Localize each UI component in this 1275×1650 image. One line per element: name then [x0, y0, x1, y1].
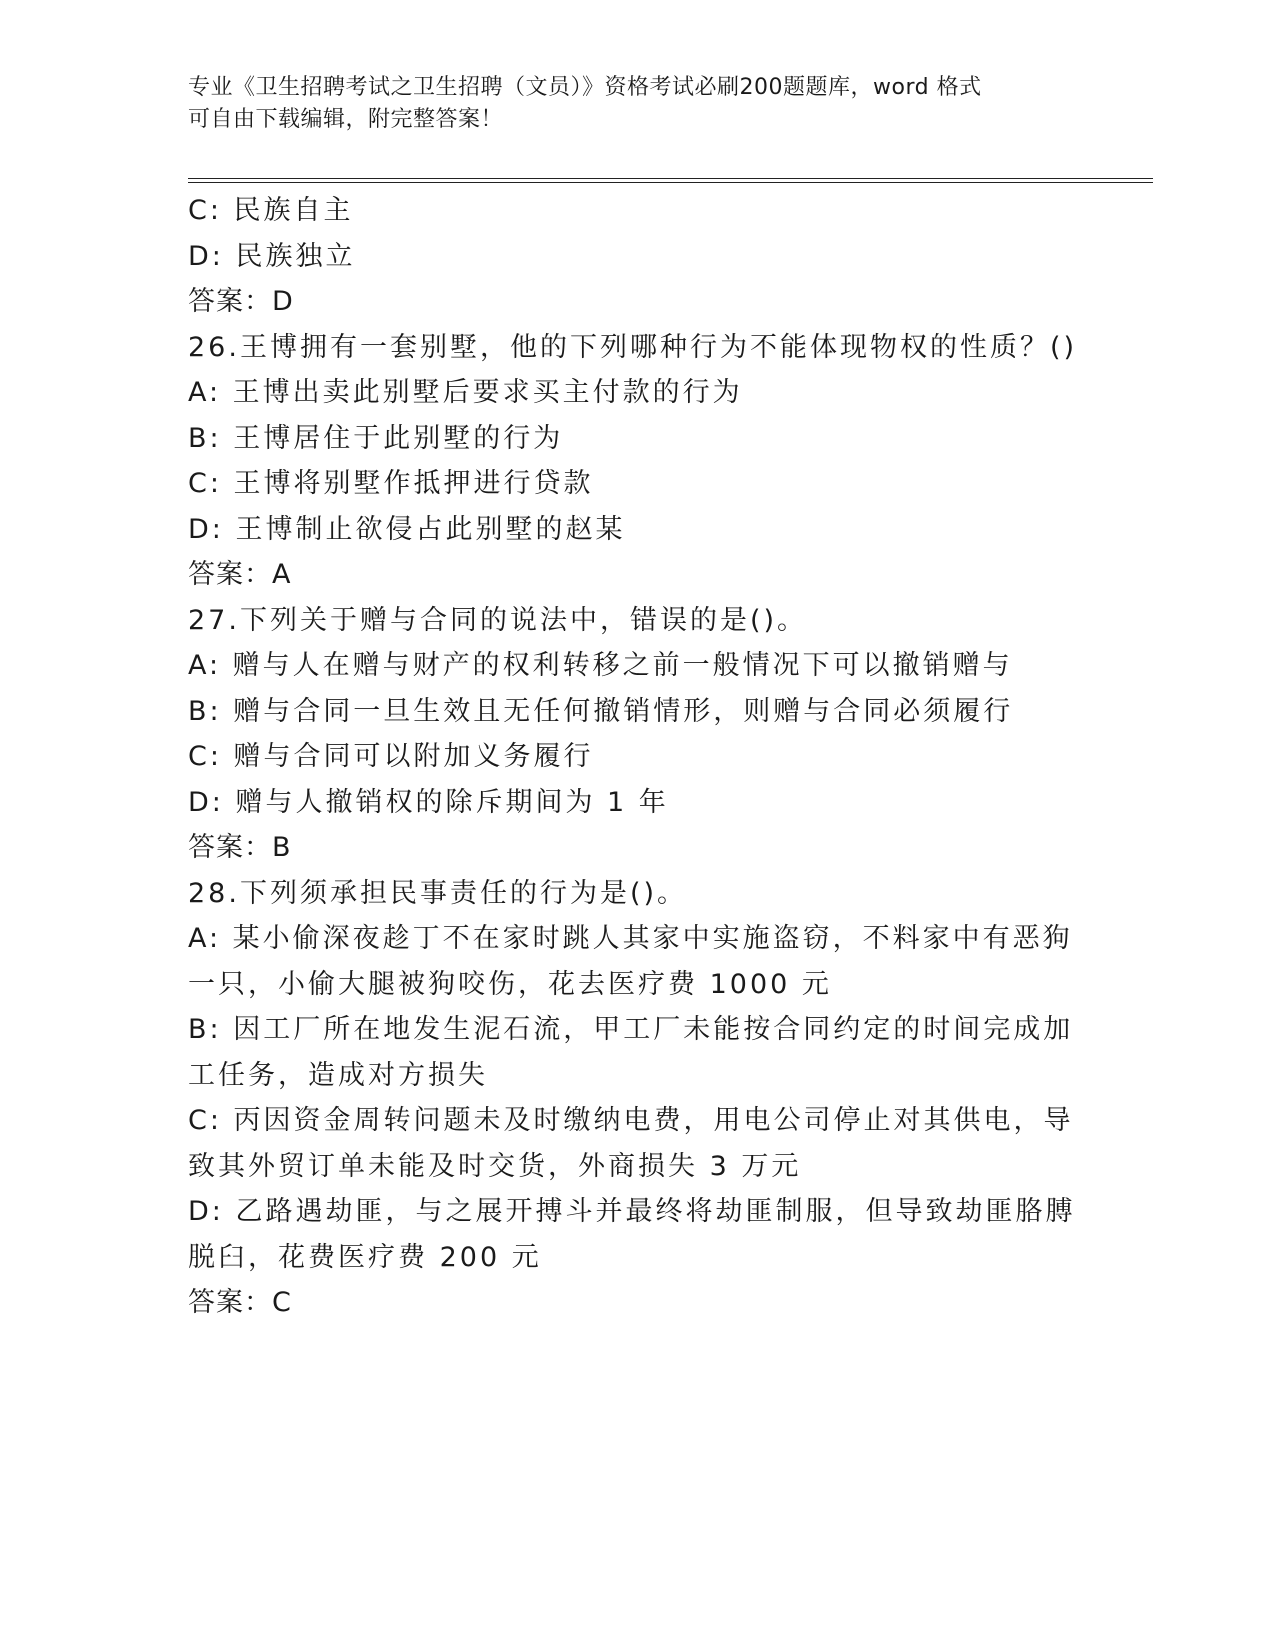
question-stem: 27.下列关于赠与合同的说法中，错误的是()。: [188, 604, 808, 636]
option-c: C: 丙因资金周转问题未及时缴纳电费，用电公司停止对其供电，导致其外贸订单未能及时交货，外商损失 3 万元: [188, 1105, 1074, 1182]
option-d: D: 民族独立: [188, 240, 356, 272]
option-a: A: 王博出卖此别墅后要求买主付款的行为: [188, 377, 743, 408]
question-28: [188, 871, 1098, 1326]
option-c: C: 王博将别墅作抵押进行贷款: [188, 468, 594, 499]
header-line-1: 专业《卫生招聘考试之卫生招聘（文员）》资格考试必刷200题题库，word 格式: [188, 75, 982, 100]
option-c: C: 民族自主: [188, 195, 354, 226]
header-divider: [188, 178, 1153, 183]
question-stem: 26.王博拥有一套别墅，他的下列哪种行为不能体现物权的性质？(): [188, 331, 1078, 363]
question-content: [188, 188, 1098, 1326]
option-b: B: 赠与合同一旦生效且无任何撤销情形，则赠与合同必须履行: [188, 695, 1014, 727]
option-b: B: 因工厂所在地发生泥石流，甲工厂未能按合同约定的时间完成加工任务，造成对方损失: [188, 1014, 1074, 1091]
answer-line: 答案：A: [188, 559, 292, 590]
option-a: A: 某小偷深夜趁丁不在家时跳人其家中实施盗窃，不料家中有恶狗一只，小偷大腿被狗咬伤，花去医疗费 1000 元: [188, 923, 1073, 1000]
option-d: D: 乙路遇劫匪，与之展开搏斗并最终将劫匪制服，但导致劫匪胳膊脱臼，花费医疗费 200 元: [188, 1196, 1076, 1273]
answer-line: 答案：C: [188, 1287, 292, 1318]
question-stem: 28.下列须承担民事责任的行为是()。: [188, 877, 688, 909]
answer-line: 答案：D: [188, 286, 294, 317]
option-d: D: 王博制止欲侵占此别墅的赵某: [188, 513, 626, 545]
header-line-2: 可自由下载编辑，附完整答案！: [188, 107, 504, 132]
question-27: [188, 598, 1098, 871]
option-d: D: 赠与人撤销权的除斥期间为 1 年: [188, 786, 669, 818]
question-26: [188, 325, 1098, 598]
option-b: B: 王博居住于此别墅的行为: [188, 422, 564, 454]
option-c: C: 赠与合同可以附加义务履行: [188, 741, 594, 772]
answer-line: 答案：B: [188, 832, 292, 863]
previous-question-tail: [188, 188, 1098, 325]
page-header: [188, 72, 1088, 136]
option-a: A: 赠与人在赠与财产的权利转移之前一般情况下可以撤销赠与: [188, 650, 1013, 681]
